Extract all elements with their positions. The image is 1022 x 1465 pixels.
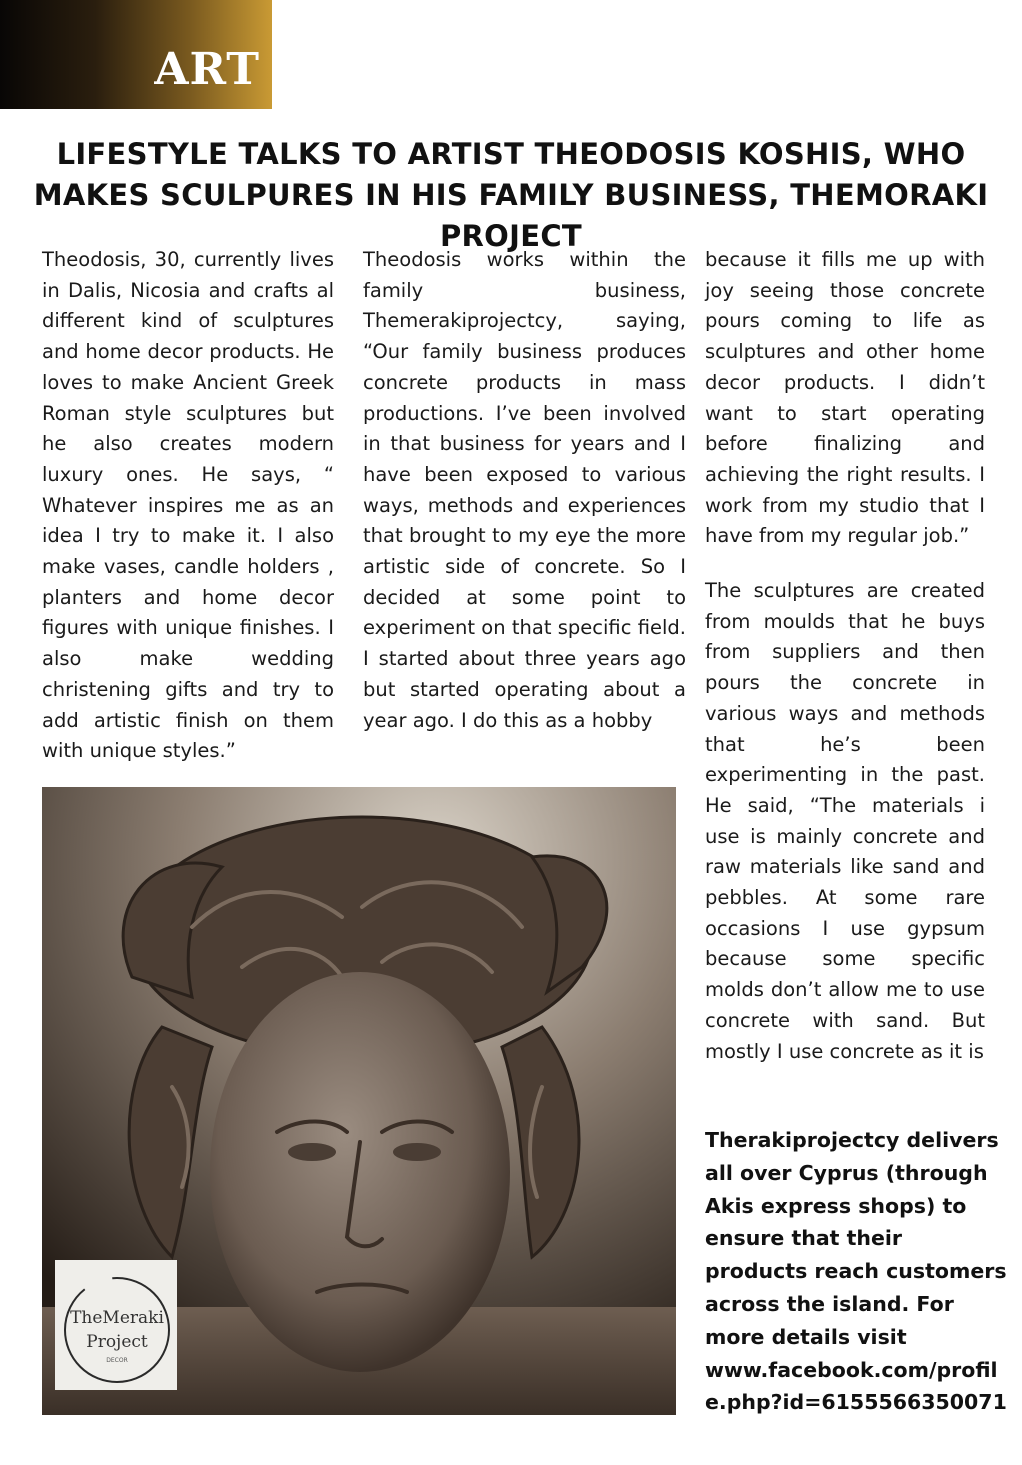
column-2-text: Theodosis works within the family business, Themerakiprojectcy, saying, “Our family business produces concrete products in mass productions. I’ve been involved in that business for years and I have been exposed to various ways, methods and experiences that brought to my eye the more artistic side of concrete. So I decided at some point to experiment on that specific field. I started about three years ago but started operating about a year ago. I do this as a hobby [363, 248, 686, 732]
logo-line-1: TheMeraki [70, 1308, 164, 1328]
article-column-3 [705, 245, 985, 1067]
column-3-paragraph-1: because it fills me up with joy seeing those concrete pours coming to life as sculptures and other home decor products. I didn’t want to start operating before finalizing and achieving the right results. I work from my studio that I have from my regular job.” [705, 248, 985, 548]
article-headline: LIFESTYLE TALKS TO ARTIST THEODOSIS KOSHIS, WHO MAKES SCULPURES IN HIS FAMILY BUSINESS, THEMORAKI PROJECT [33, 137, 989, 253]
cta-text: Therakiprojectcy delivers all over Cyprus (through Akis express shops) to ensure that their products reach customers across the island. For more details visit [705, 1128, 1007, 1349]
logo-line-2: Project [86, 1332, 148, 1352]
article-column-2 [363, 245, 686, 736]
column-3-paragraph-2: The sculptures are created from moulds that he buys from suppliers and then pours the concrete in various ways and methods that he’s been experimenting in the past. He said, “The materials i use is mainly concrete and raw materials like sand and pebbles. At some rare occasions I use gypsum because some specific molds don’t allow me to use concrete with sand. But mostly I use concrete as it is [705, 579, 985, 1063]
logo-mark [55, 1260, 177, 1390]
article-column-1 [42, 245, 334, 767]
column-1-text: Theodosis, 30, currently lives in Dalis, Nicosia and crafts al different kind of sculptures and home decor products. He loves to make Ancient Greek Roman style sculptures but he also creates modern luxury ones. He says, “ Whatever inspires me as an idea I try to make it. I also make vases, candle holders , planters and home decor figures with unique finishes. I also make wedding christening gifts and try to add artistic finish on them with unique styles.” [42, 248, 334, 763]
facebook-link[interactable]: www.facebook.com/profile.php?id=6155566350071 [705, 1357, 1007, 1415]
section-label: ART [154, 44, 260, 95]
logo-tag: DECOR [106, 1357, 128, 1364]
call-to-action [705, 1124, 1010, 1419]
section-tag [0, 0, 272, 109]
brand-logo [55, 1260, 177, 1390]
sculpture-face [210, 972, 510, 1372]
